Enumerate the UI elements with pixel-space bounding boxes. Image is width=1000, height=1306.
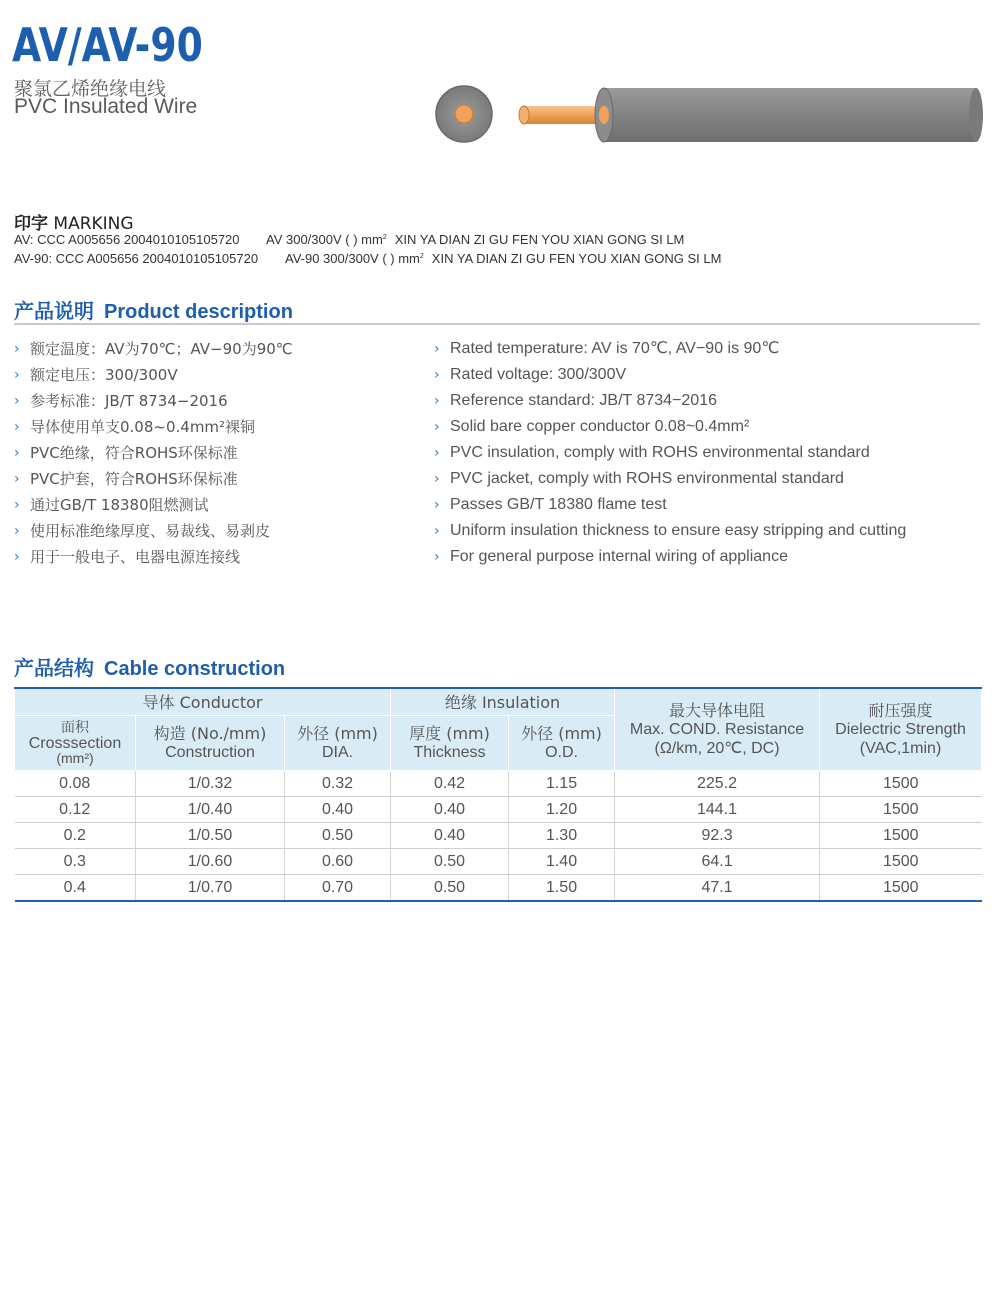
cell-thickness: 0.40: [391, 797, 509, 823]
section-title-cn: 产品结构: [14, 656, 94, 680]
section-title-cn: 产品说明: [14, 299, 94, 323]
marking-maker: XIN YA DIAN ZI GU FEN YOU XIAN GONG SI LM: [431, 251, 722, 266]
header-od-en: O.D.: [545, 744, 578, 761]
header-crosssection-en: Crosssection: [28, 734, 122, 752]
chevron-right-icon: ›: [434, 497, 440, 513]
cell-dia: 0.70: [285, 875, 391, 902]
list-item: [434, 414, 906, 440]
chevron-right-icon: ›: [434, 549, 440, 565]
cell-dielectric: 1500: [820, 849, 982, 875]
subtitle-chinese: 聚氯乙烯绝缘电线: [14, 78, 167, 100]
list-item: [434, 362, 906, 388]
cell-construction: 1/0.40: [136, 797, 285, 823]
header-insulation: 绝缘 Insulation: [391, 688, 615, 716]
section-title-product-description: [14, 295, 293, 324]
header-resistance-cn: 最大导体电阻: [669, 701, 766, 720]
header-crosssection: [15, 716, 136, 771]
chevron-right-icon: ›: [434, 445, 440, 461]
list-item: [434, 544, 906, 570]
cell-resistance: 47.1: [615, 875, 820, 902]
cell-crosssection: 0.4: [63, 878, 86, 896]
section-title-cable-construction: [14, 652, 285, 681]
header-od-cn: 外径 (mm): [521, 724, 602, 743]
list-item: [434, 440, 906, 466]
cell-thickness: 0.50: [391, 849, 509, 875]
chevron-right-icon: ›: [14, 471, 20, 487]
chevron-right-icon: ›: [14, 497, 20, 513]
cell-od: 1.50: [509, 875, 615, 902]
marking-maker: XIN YA DIAN ZI GU FEN YOU XIAN GONG SI LM: [394, 232, 685, 247]
chevron-right-icon: ›: [14, 393, 20, 409]
cell-od: 1.30: [509, 823, 615, 849]
cell-thickness: 0.42: [391, 771, 509, 797]
cell-resistance: 92.3: [615, 823, 820, 849]
chevron-right-icon: ›: [434, 471, 440, 487]
cell-od: 1.40: [509, 849, 615, 875]
list-item-text: Reference standard: JB/T 8734−2016: [450, 392, 717, 409]
header-crosssection-cn: 面积: [61, 719, 89, 736]
description-list-chinese: [14, 336, 293, 570]
chevron-right-icon: ›: [14, 341, 20, 357]
cell-construction: 1/0.60: [136, 849, 285, 875]
cell-dielectric: 1500: [820, 771, 982, 797]
cell-dielectric: 1500: [820, 875, 982, 902]
list-item-text: 用于一般电子、电器电源连接线: [30, 548, 241, 566]
header-dielectric-cn: 耐压强度: [868, 701, 933, 720]
cell-resistance: 225.2: [615, 771, 820, 797]
table-row: [15, 797, 982, 823]
marking-heading: [14, 209, 134, 234]
wire-illustration: [428, 78, 988, 158]
list-item-text: Rated voltage: 300/300V: [450, 366, 627, 383]
chevron-right-icon: ›: [14, 419, 20, 435]
cell-crosssection: 0.12: [15, 797, 136, 823]
list-item-text: 参考标准：JB/T 8734−2016: [30, 392, 228, 410]
list-item-text: Passes GB/T 18380 flame test: [450, 496, 667, 513]
section-title-en: Product description: [104, 301, 293, 323]
header-resistance-en: Max. COND. Resistance: [629, 721, 805, 738]
header-conductor: 导体 Conductor: [15, 688, 391, 716]
header-dia-cn: 外径 (mm): [297, 724, 378, 743]
list-item-text: 额定电压：300/300V: [30, 366, 178, 384]
chevron-right-icon: ›: [434, 419, 440, 435]
list-item-text: 额定温度：AV为70℃；AV−90为90℃: [30, 340, 293, 358]
table-row: [15, 875, 982, 902]
section-title-en: Cable construction: [104, 658, 286, 680]
list-item-text: Uniform insulation thickness to ensure easy stripping and cutting: [450, 522, 907, 539]
cell-thickness: 0.50: [391, 875, 509, 902]
list-item-text: 通过GB/T 18380阻燃测试: [30, 496, 209, 514]
list-item-text: Solid bare copper conductor 0.08~0.4mm²: [450, 418, 750, 435]
list-item-text: PVC jacket, comply with ROHS environmental standard: [450, 470, 844, 487]
list-item: [14, 388, 293, 414]
list-item-text: 导体使用单支0.08~0.4mm²裸铜: [30, 418, 256, 436]
cell-resistance: 64.1: [615, 849, 820, 875]
list-item-text: For general purpose internal wiring of appliance: [450, 548, 788, 565]
chevron-right-icon: ›: [434, 367, 440, 383]
list-item: [434, 388, 906, 414]
cell-dia: 0.32: [285, 771, 391, 797]
marking-rating: AV-90 300/300V ( ) mm: [285, 251, 420, 266]
cell-crosssection: 0.2: [15, 823, 136, 849]
list-item: [14, 336, 293, 362]
header-resistance-unit: (Ω/km, 20℃, DC): [654, 740, 780, 757]
chevron-right-icon: ›: [14, 445, 20, 461]
list-item: [14, 414, 293, 440]
cell-resistance: 144.1: [615, 797, 820, 823]
section-divider: [14, 323, 980, 325]
marking-sup: 2: [382, 234, 387, 241]
marking-code: AV-90: CCC A005656 2004010105105720: [14, 251, 259, 266]
marking-line-av: [14, 232, 684, 247]
list-item: [434, 518, 906, 544]
header-construction-en: Construction: [165, 744, 255, 761]
wire-side-view: [519, 88, 983, 142]
cell-dia: 0.50: [285, 823, 391, 849]
cell-construction: 1/0.70: [136, 875, 285, 902]
chevron-right-icon: ›: [14, 367, 20, 383]
header-dielectric-en: Dielectric Strength: [835, 721, 966, 738]
header-dia-en: DIA.: [321, 744, 354, 761]
list-item: [434, 466, 906, 492]
cell-crosssection: 0.3: [15, 849, 136, 875]
marking-heading-cn: 印字: [14, 214, 48, 234]
list-item: [14, 440, 293, 466]
page-title: AV/AV-90: [12, 18, 203, 72]
marking-heading-en: MARKING: [53, 214, 134, 234]
header-dia: [285, 716, 391, 771]
chevron-right-icon: ›: [14, 549, 20, 565]
header-od: [509, 716, 615, 771]
cell-od: 1.20: [509, 797, 615, 823]
header-crosssection-unit: (mm²): [56, 749, 94, 766]
list-item: [14, 518, 293, 544]
header-dielectric: [820, 688, 982, 771]
marking-line-av90: [14, 251, 721, 266]
list-item-text: Rated temperature: AV is 70℃, AV−90 is 90℃: [450, 340, 780, 357]
cell-dielectric: 1500: [820, 823, 982, 849]
chevron-right-icon: ›: [14, 523, 20, 539]
table-row: [15, 771, 982, 797]
cable-construction-table: [14, 687, 982, 902]
marking-sup: 2: [419, 253, 424, 260]
cell-crosssection: 0.08: [15, 771, 136, 797]
list-item: [434, 492, 906, 518]
header-resistance: [615, 688, 820, 771]
cell-dia: 0.60: [285, 849, 391, 875]
header-construction: [136, 716, 285, 771]
list-item-text: PVC护套，符合ROHS环保标准: [30, 470, 238, 488]
chevron-right-icon: ›: [434, 393, 440, 409]
list-item-text: PVC insulation, comply with ROHS environmental standard: [450, 444, 870, 461]
list-item: [14, 492, 293, 518]
wire-cross-section: [436, 86, 492, 142]
table-row: [15, 849, 982, 875]
cell-construction: 1/0.32: [136, 771, 285, 797]
marking-rating: AV 300/300V ( ) mm: [266, 232, 383, 247]
list-item-text: PVC绝缘，符合ROHS环保标准: [30, 444, 238, 462]
list-item-text: 使用标准绝缘厚度、易裁线、易剥皮: [30, 522, 271, 540]
cell-dia: 0.40: [285, 797, 391, 823]
list-item: [14, 362, 293, 388]
table-row: [15, 823, 982, 849]
header-dielectric-unit: (VAC,1min): [859, 740, 942, 757]
header-thickness-en: Thickness: [413, 744, 486, 761]
description-list-english: [434, 336, 906, 570]
header-thickness: [391, 716, 509, 771]
cell-construction: 1/0.50: [136, 823, 285, 849]
chevron-right-icon: ›: [434, 341, 440, 357]
subtitle-english: PVC Insulated Wire: [14, 95, 198, 118]
cell-thickness: 0.40: [391, 823, 509, 849]
list-item: [434, 336, 906, 362]
list-item: [14, 544, 293, 570]
header-construction-cn: 构造 (No./mm): [153, 724, 267, 743]
list-item: [14, 466, 293, 492]
marking-code: AV: CCC A005656 2004010105105720: [14, 232, 240, 247]
cell-dielectric: 1500: [820, 797, 982, 823]
cell-od: 1.15: [509, 771, 615, 797]
header-thickness-cn: 厚度 (mm): [409, 724, 490, 743]
chevron-right-icon: ›: [434, 523, 440, 539]
